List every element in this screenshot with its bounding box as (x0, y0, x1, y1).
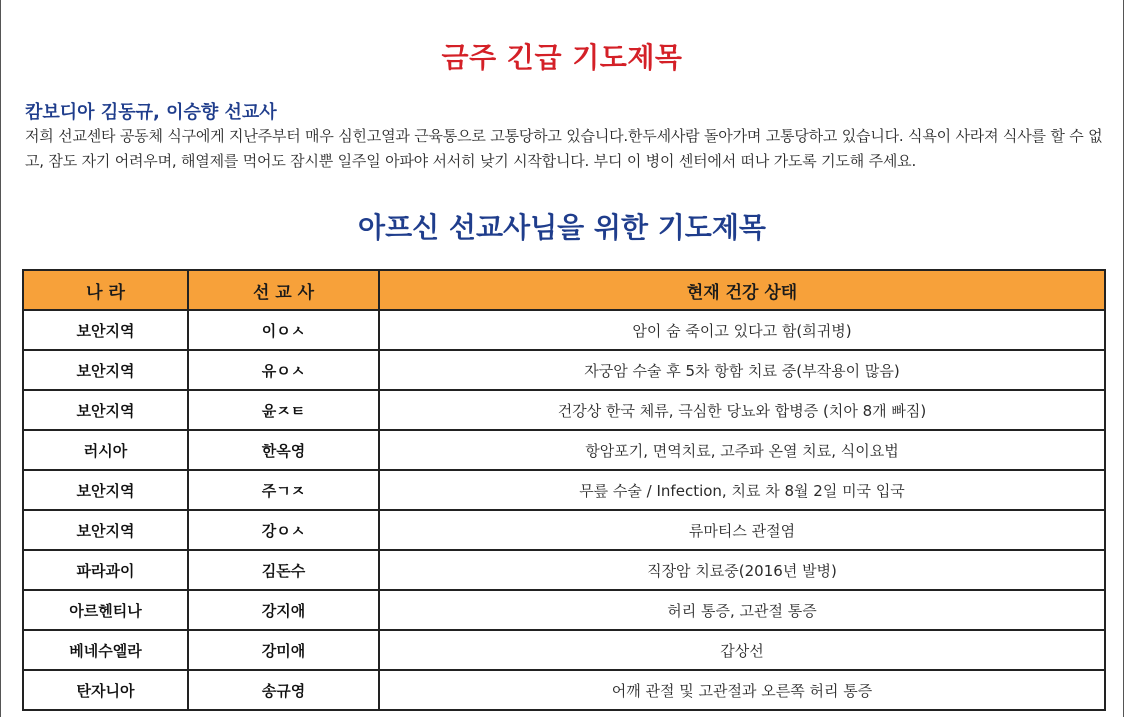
table-row (23, 670, 1105, 710)
missionary-cell: 송규영 (188, 670, 379, 710)
urgent-prayer-title: 금주 긴급 기도제목 (441, 41, 683, 74)
health-status-cell: 항암포기, 면역치료, 고주파 온열 치료, 식이요법 (379, 430, 1105, 470)
country-cell: 보안지역 (23, 470, 188, 510)
health-status-cell: 허리 통증, 고관절 통증 (379, 590, 1105, 630)
missionary-cell: 강지애 (188, 590, 379, 630)
health-status-cell: 갑상선 (379, 630, 1105, 670)
table-row (23, 510, 1105, 550)
table-row (23, 430, 1105, 470)
missionary-cell: 유ㅇㅅ (188, 350, 379, 390)
health-status-cell: 자궁암 수술 후 5차 항함 치료 중(부작용이 많음) (379, 350, 1105, 390)
health-status-cell: 어깨 관절 및 고관절과 오른쪽 허리 통증 (379, 670, 1105, 710)
table-row (23, 390, 1105, 430)
table-header-row (23, 270, 1105, 310)
country-cell: 파라과이 (23, 550, 188, 590)
missionary-cell: 한옥영 (188, 430, 379, 470)
table-row (23, 590, 1105, 630)
missionary-cell: 김돈수 (188, 550, 379, 590)
country-cell: 보안지역 (23, 310, 188, 350)
country-cell: 보안지역 (23, 350, 188, 390)
missionary-cell: 강ㅇㅅ (188, 510, 379, 550)
country-cell: 보안지역 (23, 390, 188, 430)
health-status-cell: 건강상 한국 체류, 극심한 당뇨와 합병증 (치아 8개 빠짐) (379, 390, 1105, 430)
missionary-cell: 강미애 (188, 630, 379, 670)
health-status-cell: 무릎 수술 / Infection, 치료 차 8월 2일 미국 입국 (379, 470, 1105, 510)
table-row (23, 310, 1105, 350)
health-status-cell: 류마티스 관절염 (379, 510, 1105, 550)
missionary-cell: 이ㅇㅅ (188, 310, 379, 350)
country-cell: 보안지역 (23, 510, 188, 550)
country-cell: 러시아 (23, 430, 188, 470)
missionary-cell: 윤ㅈㅌ (188, 390, 379, 430)
missionary-cell: 주ㄱㅈ (188, 470, 379, 510)
country-cell: 탄자니아 (23, 670, 188, 710)
table-row (23, 470, 1105, 510)
table-row (23, 550, 1105, 590)
missionary-name-heading: 캄보디아 김동규, 이승향 선교사 (25, 102, 277, 123)
health-status-cell: 암이 숨 죽이고 있다고 함(희귀병) (379, 310, 1105, 350)
column-header-country: 나 라 (23, 270, 188, 310)
table-row (23, 630, 1105, 670)
health-status-table (22, 269, 1106, 711)
country-cell: 베네수엘라 (23, 630, 188, 670)
column-header-missionary: 선 교 사 (188, 270, 379, 310)
table-row (23, 350, 1105, 390)
column-header-health-status: 현재 건강 상태 (379, 270, 1105, 310)
urgent-prayer-text: 저희 선교센타 공동체 식구에게 지난주부터 매우 심힌고열과 근육통으로 고통당하고 있습니다.한두세사람 돌아가며 고통당하고 있습니다. 식욕이 사라져 식사를 할 수 없고, 잠도 자기 어려우며, 해열제를 먹어도 잠시뿐 일주일 아파야 서서히 낮기 시작합니다. 부디 이 병이 센터에서 떠나 가도록 기도해 주세요. (25, 127, 1103, 170)
country-cell: 아르헨티나 (23, 590, 188, 630)
health-status-cell: 직장암 치료중(2016년 발병) (379, 550, 1105, 590)
sick-missionaries-title: 아프신 선교사님을 위한 기도제목 (358, 211, 766, 244)
